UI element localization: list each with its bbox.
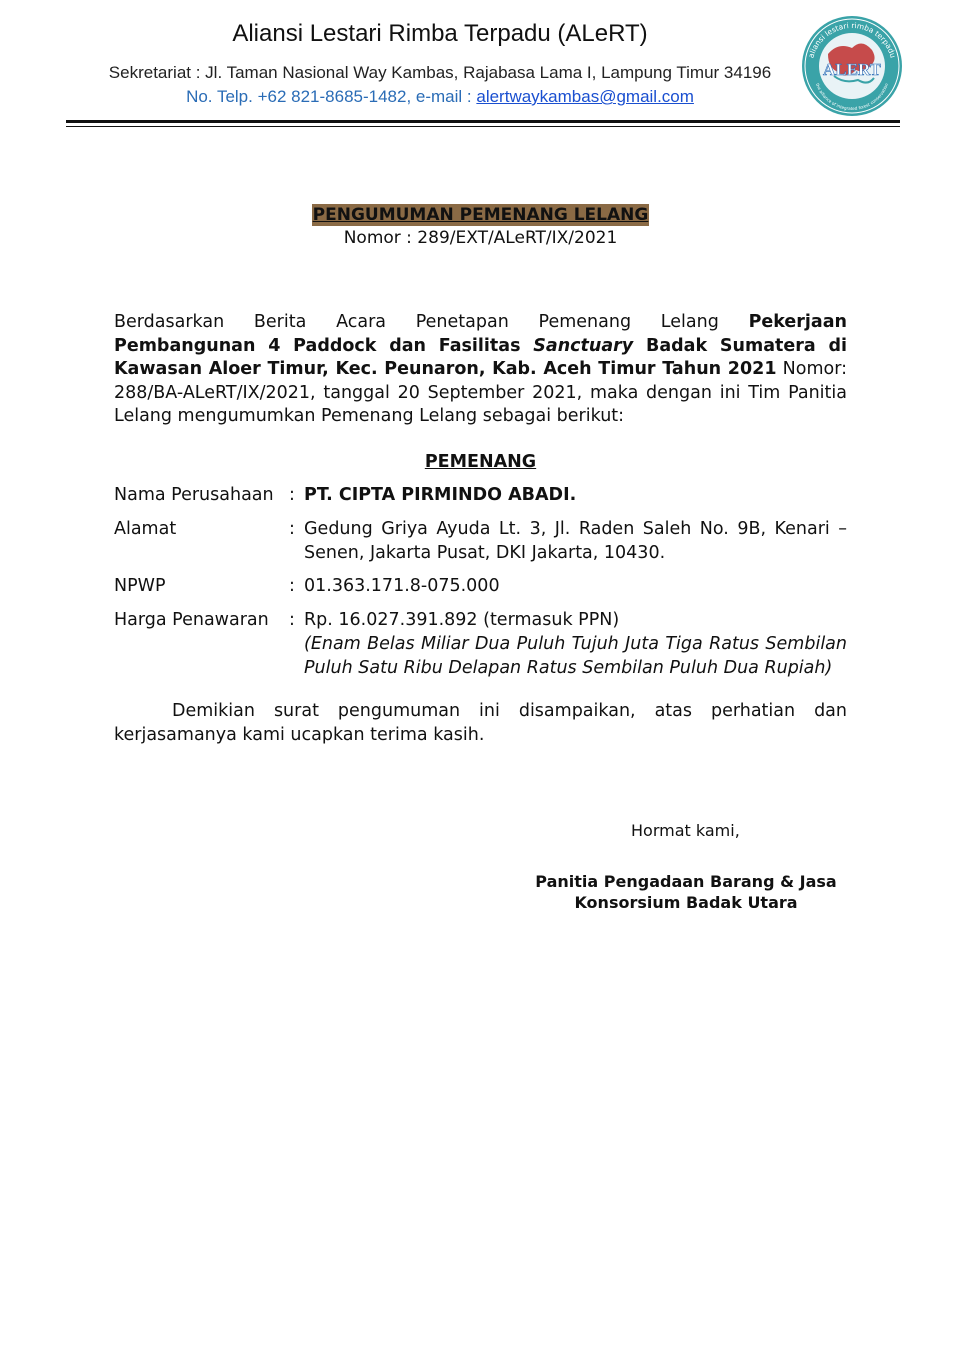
- project-name-italic: Sanctuary: [533, 335, 634, 356]
- price-label: Harga Penawaran: [114, 610, 269, 630]
- address-label: Alamat: [114, 519, 177, 539]
- price-in-words: (Enam Belas Miliar Dua Puluh Tujuh Juta Tiga Ratus Sembilan Puluh Satu Ribu Delapan Ratus Sembilan Puluh Dua Rupiah): [304, 634, 847, 678]
- greeting: Hormat kami,: [631, 821, 740, 840]
- npwp-label: NPWP: [114, 576, 166, 596]
- colon: :: [289, 485, 295, 505]
- phone-text: No. Telp. +62 821-8685-1482, e-mail :: [186, 87, 477, 106]
- colon: :: [289, 519, 295, 539]
- intro-text-end: Nomor: 288/BA-ALeRT/IX/2021, tanggal 20 September 2021, maka dengan ini Tim Panitia Lelang mengumumkan Pemenang Lelang sebagai berikut:: [114, 359, 847, 426]
- org-name: Aliansi Lestari Rimba Terpadu (ALeRT): [232, 20, 648, 47]
- colon: :: [289, 576, 295, 596]
- price-value-block: [304, 608, 847, 680]
- svg-text:aliansi lestari rimba terpadu: aliansi lestari rimba terpadu: [806, 20, 898, 60]
- email-link[interactable]: alertwaykambas@gmail.com: [476, 87, 694, 106]
- company-label: Nama Perusahaan: [114, 485, 274, 505]
- company-value: PT. CIPTA PIRMINDO ABADI.: [304, 485, 577, 505]
- svg-text:the alliance of integrated for: the alliance of integrated forest conservation: [814, 82, 890, 112]
- alert-logo-icon: [798, 14, 906, 118]
- project-name: Pekerjaan Pembangunan 4 Paddock dan Fasilitas Sanctuary Badak Sumatera di Kawasan Aloer Timur, Kec. Peunaron, Kab. Aceh Timur Tahun 2021: [114, 312, 847, 379]
- title-block: [114, 204, 847, 250]
- document-number: Nomor : 289/EXT/ALeRT/IX/2021: [343, 228, 618, 248]
- signature-block: [526, 871, 846, 913]
- svg-text:ALERT: ALERT: [823, 60, 881, 79]
- intro-paragraph: [114, 311, 847, 429]
- committee-name: Panitia Pengadaan Barang & Jasa: [535, 872, 837, 891]
- document-title: PENGUMUMAN PEMENANG LELANG: [312, 205, 649, 225]
- closing-paragraph: Demikian surat pengumuman ini disampaikan, atas perhatian dan kerjasamanya kami ucapkan terima kasih.: [114, 701, 847, 745]
- letterhead-rule: [66, 120, 900, 123]
- address-value: Gedung Griya Ayuda Lt. 3, Jl. Raden Saleh No. 9B, Kenari – Senen, Jakarta Pusat, DKI Jakarta, 10430.: [304, 519, 847, 563]
- letterhead: [0, 0, 956, 130]
- letterhead-rule-thin: [66, 126, 900, 127]
- colon: :: [289, 610, 295, 630]
- price-value: Rp. 16.027.391.892 (termasuk PPN): [304, 610, 620, 630]
- org-address: Sekretariat : Jl. Taman Nasional Way Kambas, Rajabasa Lama I, Lampung Timur 34196: [108, 63, 772, 82]
- npwp-value: 01.363.171.8-075.000: [304, 576, 500, 596]
- org-contact: [90, 87, 790, 107]
- consortium-name: Konsorsium Badak Utara: [574, 893, 798, 912]
- intro-text: Berdasarkan Berita Acara Penetapan Pemenang Lelang: [114, 312, 749, 332]
- winner-heading: PEMENANG: [424, 452, 537, 472]
